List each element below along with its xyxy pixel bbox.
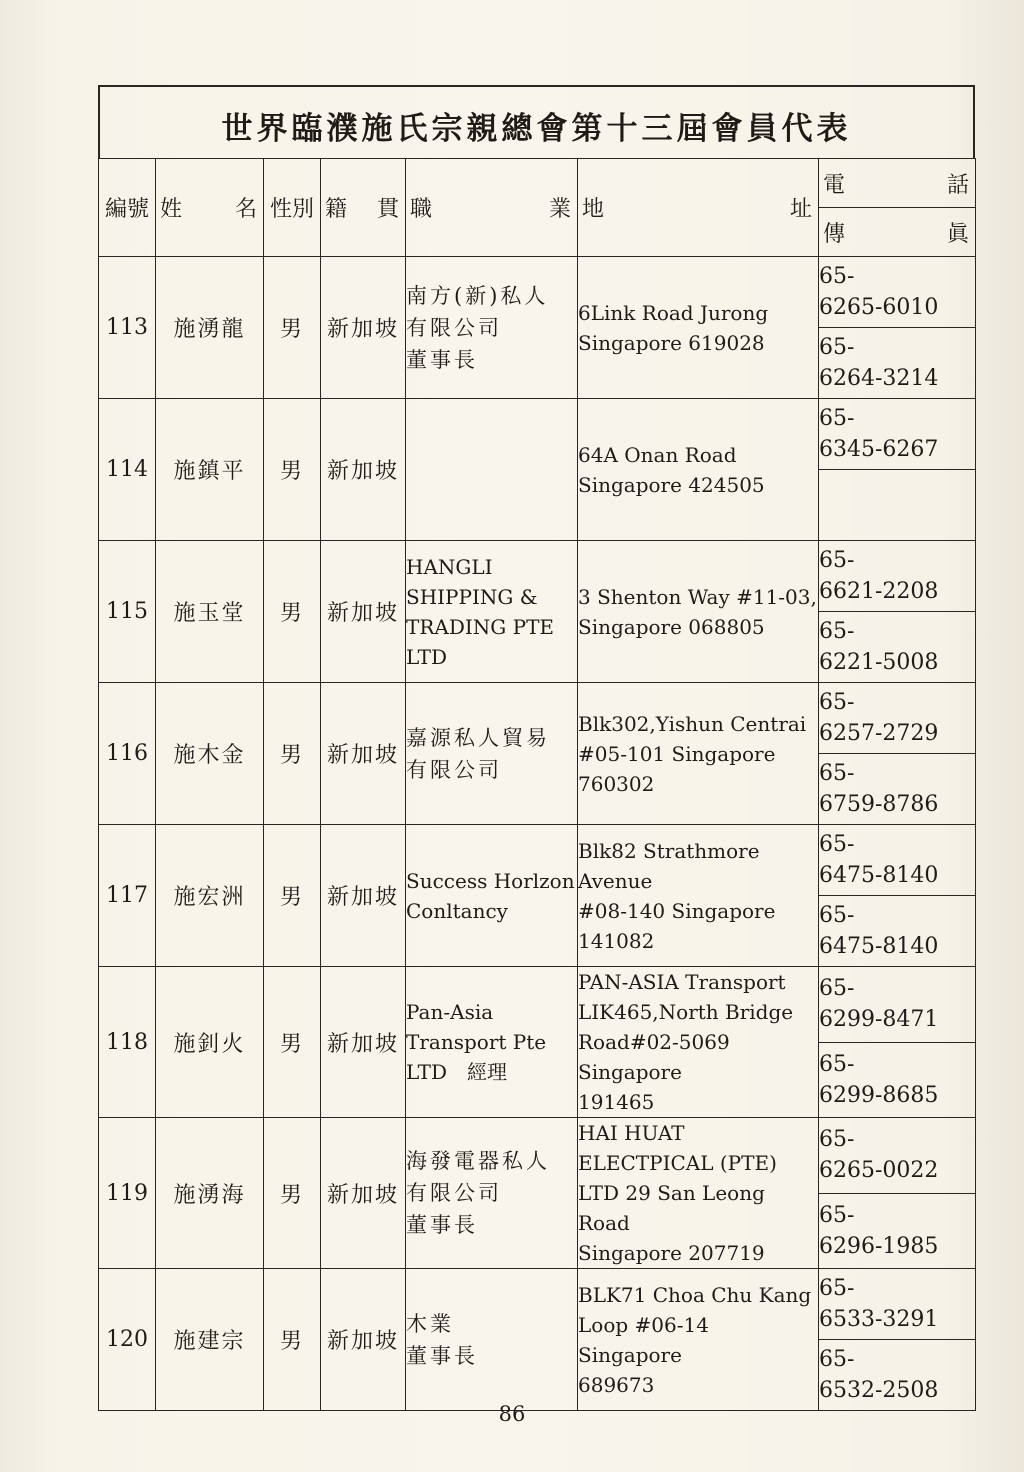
member-number: 116 (99, 683, 156, 825)
member-phone: 65- 6345-6267 (819, 399, 976, 470)
header-name-b: 名 (234, 197, 257, 222)
member-gender: 男 (264, 683, 321, 825)
member-phone: 65- 6299-8471 (819, 967, 976, 1043)
member-native: 新加坡 (321, 1118, 406, 1269)
member-occupation: Pan-Asia Transport Pte LTD 經理 (406, 967, 578, 1118)
header-native-b: 貫 (376, 197, 399, 222)
member-name: 施湧海 (156, 1118, 264, 1269)
member-number: 113 (99, 257, 156, 399)
member-number: 115 (99, 541, 156, 683)
member-native: 新加坡 (321, 967, 406, 1118)
header-phone-a: 電 (823, 172, 846, 198)
member-address: Blk302,Yishun Centrai #05-101 Singapore 760302 (578, 683, 819, 825)
member-gender: 男 (264, 967, 321, 1118)
member-native: 新加坡 (321, 399, 406, 541)
title-box (98, 85, 975, 158)
member-occupation: 木業 董事長 (406, 1269, 578, 1411)
member-phone: 65- 6257-2729 (819, 683, 976, 754)
member-phone: 65- 6265-0022 (819, 1118, 976, 1194)
header-fax-b: 眞 (946, 221, 969, 247)
header-fax (819, 208, 976, 257)
member-number: 120 (99, 1269, 156, 1411)
member-native: 新加坡 (321, 541, 406, 683)
header-occupation (406, 159, 578, 257)
member-fax (819, 470, 976, 541)
member-native: 新加坡 (321, 825, 406, 967)
member-gender: 男 (264, 825, 321, 967)
member-number: 119 (99, 1118, 156, 1269)
header-native-a: 籍 (325, 197, 348, 222)
member-address: 64A Onan Road Singapore 424505 (578, 399, 819, 541)
member-occupation: HANGLI SHIPPING & TRADING PTE LTD (406, 541, 578, 683)
header-occupation-a: 職 (410, 197, 433, 222)
header-phone (819, 159, 976, 208)
member-gender: 男 (264, 399, 321, 541)
header-gender (264, 159, 321, 257)
member-phone: 65- 6265-6010 (819, 257, 976, 328)
member-number: 114 (99, 399, 156, 541)
member-occupation: 海發電器私人 有限公司 董事長 (406, 1118, 578, 1269)
member-row (99, 1118, 976, 1194)
member-row (99, 967, 976, 1043)
header-name (156, 159, 264, 257)
header-row (99, 159, 976, 208)
member-number: 118 (99, 967, 156, 1118)
member-name: 施湧龍 (156, 257, 264, 399)
member-fax: 65- 6532-2508 (819, 1340, 976, 1411)
member-fax: 65- 6264-3214 (819, 328, 976, 399)
header-occupation-b: 業 (548, 197, 571, 222)
member-name: 施木金 (156, 683, 264, 825)
member-number: 117 (99, 825, 156, 967)
member-native: 新加坡 (321, 257, 406, 399)
member-native: 新加坡 (321, 1269, 406, 1411)
member-occupation: Success Horlzon Conltancy (406, 825, 578, 967)
member-gender: 男 (264, 541, 321, 683)
member-fax: 65- 6296-1985 (819, 1193, 976, 1269)
header-fax-a: 傳 (823, 221, 846, 247)
member-fax: 65- 6299-8685 (819, 1042, 976, 1118)
member-address: 3 Shenton Way #11-03, Singapore 068805 (578, 541, 819, 683)
member-occupation: 嘉源私人貿易 有限公司 (406, 683, 578, 825)
member-address: BLK71 Choa Chu Kang Loop #06-14 Singapore 689673 (578, 1269, 819, 1411)
member-native: 新加坡 (321, 683, 406, 825)
member-gender: 男 (264, 1269, 321, 1411)
member-fax: 65- 6221-5008 (819, 612, 976, 683)
header-phone-b: 話 (946, 172, 969, 198)
member-address: Blk82 Strathmore Avenue #08-140 Singapore 141082 (578, 825, 819, 967)
member-row (99, 1269, 976, 1340)
header-address (578, 159, 819, 257)
header-address-b: 址 (789, 197, 812, 222)
member-occupation (406, 399, 578, 541)
page-number: 86 (498, 1402, 526, 1426)
header-gender-label: 性別 (269, 197, 314, 222)
member-name: 施宏洲 (156, 825, 264, 967)
member-phone: 65- 6533-3291 (819, 1269, 976, 1340)
member-row (99, 399, 976, 470)
header-native (321, 159, 406, 257)
member-occupation: 南方(新)私人 有限公司 董事長 (406, 257, 578, 399)
member-name: 施鎮平 (156, 399, 264, 541)
member-fax: 65- 6475-8140 (819, 896, 976, 967)
member-row (99, 825, 976, 896)
member-name: 施建宗 (156, 1269, 264, 1411)
member-row (99, 541, 976, 612)
member-gender: 男 (264, 1118, 321, 1269)
member-address: PAN-ASIA Transport LIK465,North Bridge Road#02-5069 Singapore 191465 (578, 967, 819, 1118)
header-number-label: 編號 (104, 197, 149, 222)
member-table (98, 158, 976, 1411)
header-number (99, 159, 156, 257)
member-gender: 男 (264, 257, 321, 399)
member-address: 6Link Road Jurong Singapore 619028 (578, 257, 819, 399)
member-address: HAI HUAT ELECTPICAL (PTE) LTD 29 San Leong Road Singapore 207719 (578, 1118, 819, 1269)
header-address-a: 地 (582, 197, 605, 222)
member-name: 施釗火 (156, 967, 264, 1118)
member-phone: 65- 6475-8140 (819, 825, 976, 896)
member-name: 施玉堂 (156, 541, 264, 683)
member-row (99, 683, 976, 754)
header-name-a: 姓 (160, 197, 183, 222)
page-title: 世界臨濮施氏宗親總會第十三屆會員代表 (221, 111, 852, 147)
member-row (99, 257, 976, 328)
member-phone: 65- 6621-2208 (819, 541, 976, 612)
member-fax: 65- 6759-8786 (819, 754, 976, 825)
